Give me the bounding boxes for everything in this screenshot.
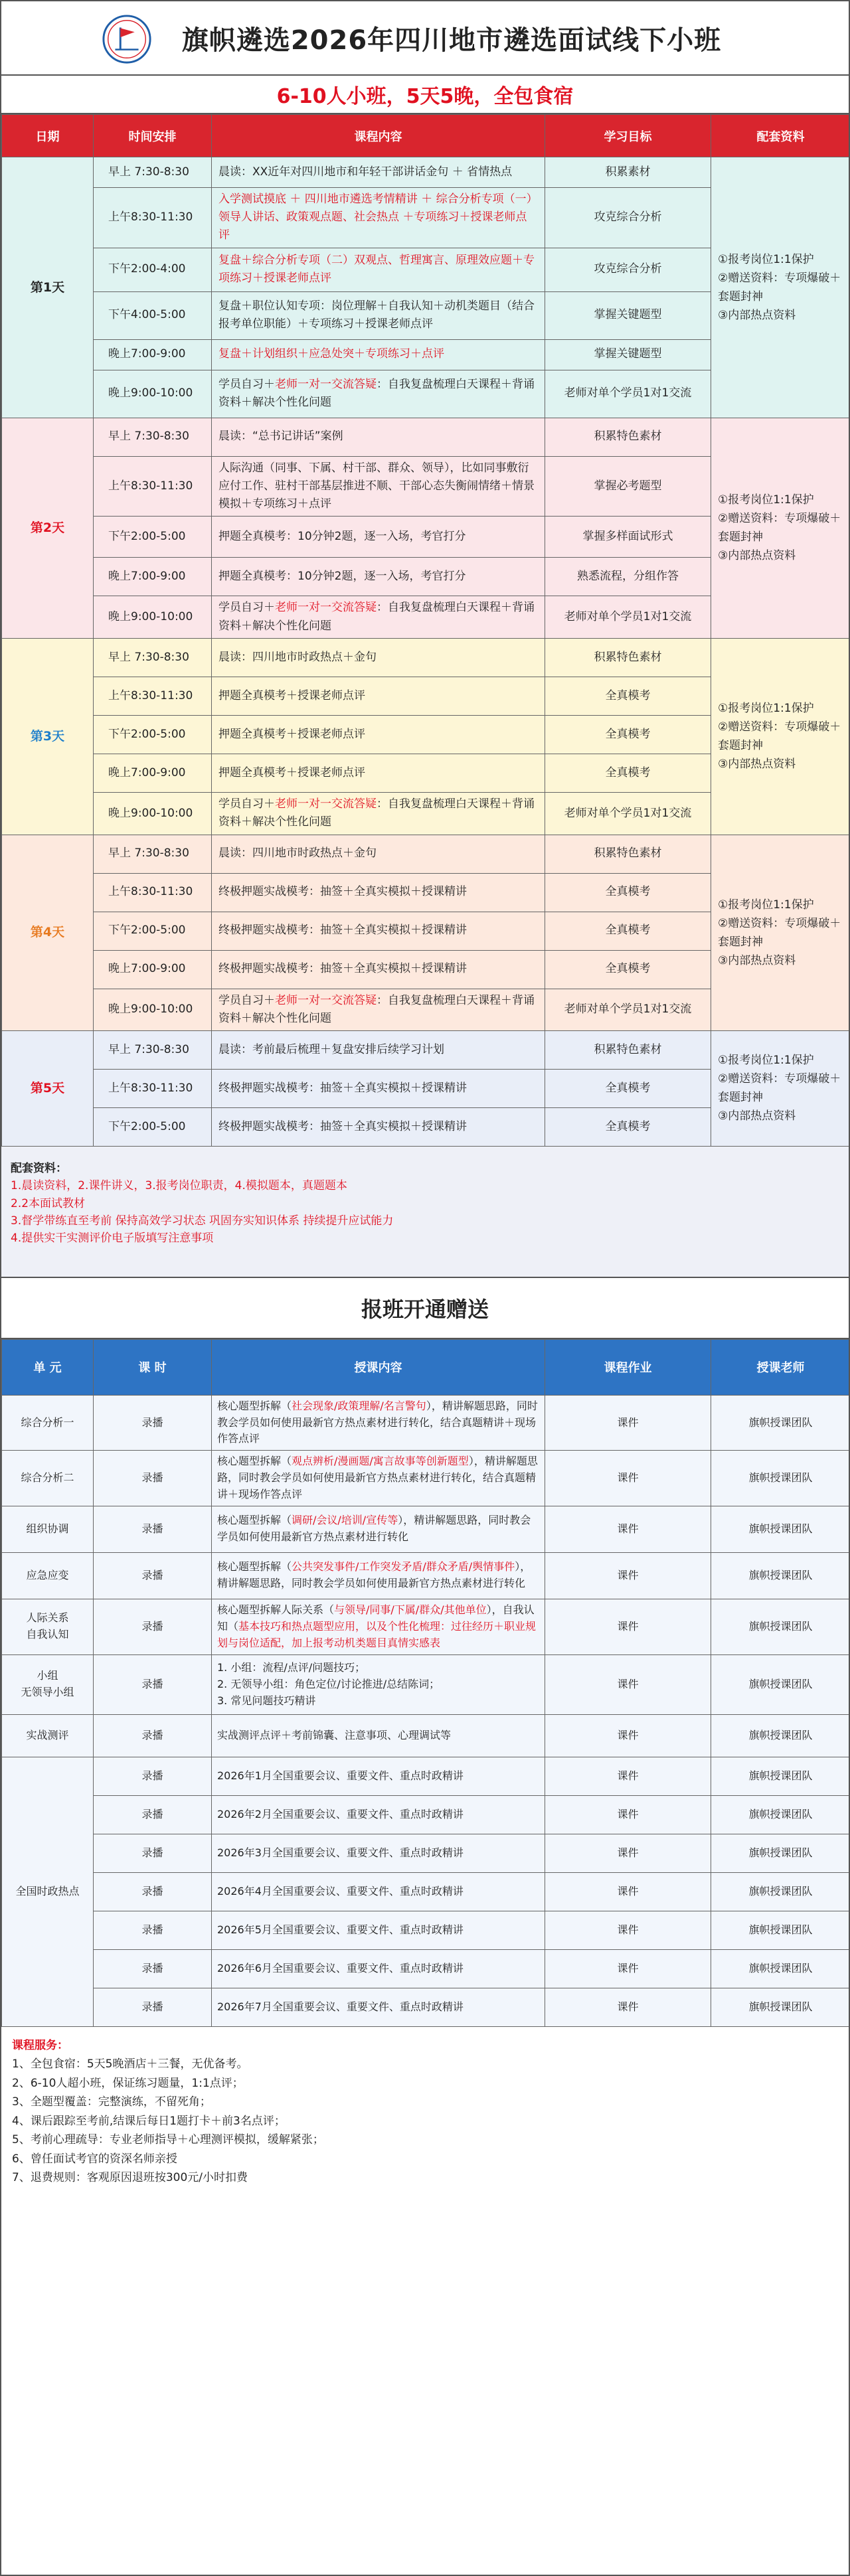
- homework: 课件: [545, 1714, 711, 1757]
- homework: 课件: [545, 1988, 711, 2026]
- time-slot: 下午2:00-5:00: [94, 912, 212, 950]
- service-heading: 课程服务：: [12, 2038, 68, 2052]
- lesson-hours: 录播: [94, 1506, 212, 1552]
- notes-line: 3.督学带练直至考前 保持高效学习状态 巩固夯实知识体系 持续提升应试能力: [11, 1214, 394, 1228]
- course-content: [212, 873, 545, 912]
- content-text: 学员自习＋: [218, 377, 275, 391]
- day-label: 第1天: [2, 157, 94, 418]
- learning-goal: 积累素材: [545, 157, 711, 188]
- learning-goal: 全真模考: [545, 950, 711, 989]
- time-slot: 上午8:30-11:30: [94, 188, 212, 248]
- content-text: ：自我复盘梳理白天课程＋背诵资料＋解决个性化问题: [218, 377, 535, 410]
- homework: 课件: [545, 1872, 711, 1911]
- content-text: 学员自习＋: [218, 601, 275, 615]
- teacher: 旗帜授课团队: [711, 1795, 850, 1834]
- unit-name: 综合分析二: [2, 1451, 94, 1506]
- content-text: 学员自习＋: [218, 797, 275, 811]
- service-line: 1、全包食宿：5天5晚酒店＋三餐，无优备考。: [12, 2057, 248, 2071]
- time-slot: 上午8:30-11:30: [94, 873, 212, 912]
- gift-row: [2, 1451, 850, 1506]
- gift-row: [2, 1795, 850, 1834]
- lesson-content: [212, 1395, 545, 1450]
- logo-emblem: [101, 13, 153, 65]
- time-slot: 晚上9:00-10:00: [94, 596, 212, 639]
- learning-goal: 熟悉流程，分组作答: [545, 558, 711, 596]
- materials-cell: [711, 1030, 850, 1146]
- time-slot: 下午2:00-5:00: [94, 1107, 212, 1146]
- content-text: 晨读：四川地市时政热点＋金句: [218, 651, 377, 665]
- col-goal: 学习目标: [545, 115, 711, 157]
- gift-section-title: 报班开通赠送: [1, 1278, 849, 1339]
- lesson-hours: 录播: [94, 1911, 212, 1949]
- teacher: 旗帜授课团队: [711, 1911, 850, 1949]
- course-content: [212, 950, 545, 989]
- unit-name: 综合分析一: [2, 1395, 94, 1450]
- content-text: 终极押题实战模考：抽签＋全真实模拟＋授课精讲: [218, 885, 467, 899]
- content-text: 押题全真模考＋授课老师点评: [218, 728, 365, 742]
- lesson-hours: 录播: [94, 1872, 212, 1911]
- learning-goal: 掌握多样面试形式: [545, 517, 711, 558]
- course-content: [212, 517, 545, 558]
- homework: 课件: [545, 1506, 711, 1552]
- teacher: 旗帜授课团队: [711, 1395, 850, 1450]
- course-content: [212, 1069, 545, 1107]
- learning-goal: 老师对单个学员1对1交流: [545, 793, 711, 835]
- course-content: [212, 639, 545, 677]
- gift-row: [2, 1599, 850, 1654]
- content-text: 核心题型拆解（: [217, 1560, 292, 1573]
- col-time: 时间安排: [94, 115, 212, 157]
- material-item: ③内部热点资料: [718, 549, 796, 563]
- course-content: [212, 1107, 545, 1146]
- time-slot: 早上 7:30-8:30: [94, 1030, 212, 1069]
- content-text: 终极押题实战模考：抽签＋全真实模拟＋授课精讲: [218, 962, 467, 976]
- highlight-text: 老师一对一交流答疑: [275, 377, 377, 391]
- content-text: 核心题型拆解（: [217, 1514, 292, 1527]
- lesson-content: 2026年3月全国重要会议、重要文件、重点时政精讲: [212, 1834, 545, 1872]
- page-subtitle: 6-10人小班，5天5晚，全包食宿: [1, 76, 849, 114]
- time-slot: 早上 7:30-8:30: [94, 157, 212, 188]
- content-text: 终极押题实战模考：抽签＋全真实模拟＋授课精讲: [218, 1081, 467, 1095]
- col-hours: 课 时: [94, 1339, 212, 1395]
- time-slot: 上午8:30-11:30: [94, 456, 212, 517]
- time-slot: 晚上9:00-10:00: [94, 370, 212, 418]
- highlight-text: 老师一对一交流答疑: [275, 993, 377, 1007]
- notes-heading: 配套资料：: [11, 1161, 67, 1175]
- gift-table: [1, 1339, 850, 2027]
- content-text: 晨读：考前最后梳理＋复盘安排后续学习计划: [218, 1042, 444, 1056]
- col-teacher: 授课老师: [711, 1339, 850, 1395]
- materials-cell: [711, 418, 850, 639]
- day-label: 第2天: [2, 418, 94, 639]
- schedule-row: [2, 418, 850, 456]
- gift-row: [2, 1654, 850, 1714]
- lesson-hours: 录播: [94, 1599, 212, 1654]
- schedule-row: [2, 1030, 850, 1069]
- lesson-content: [212, 1451, 545, 1506]
- gift-header-row: [2, 1339, 850, 1395]
- lesson-hours: 录播: [94, 1654, 212, 1714]
- service-line: 5、考前心理疏导：专业老师指导＋心理测评模拟，缓解紧张；: [12, 2133, 324, 2147]
- learning-goal: 积累特色素材: [545, 835, 711, 873]
- time-slot: 上午8:30-11:30: [94, 677, 212, 716]
- unit-name: 组织协调: [2, 1506, 94, 1552]
- content-text: 复盘＋职位认知专项：岗位理解＋自我认知＋动机类题目（结合报考单位职能）＋专项练习＋授课老师点评: [218, 299, 535, 331]
- lesson-content: [212, 1714, 545, 1757]
- learning-goal: 积累特色素材: [545, 1030, 711, 1069]
- lesson-hours: 录播: [94, 1949, 212, 1988]
- unit-name: 人际关系 自我认知: [2, 1599, 94, 1654]
- unit-name: 全国时政热点: [2, 1757, 94, 2026]
- gift-row: [2, 1872, 850, 1911]
- teacher: 旗帜授课团队: [711, 1872, 850, 1911]
- highlight-text: 复盘＋计划组织＋应急处突＋专项练习＋点评: [218, 347, 444, 361]
- gift-row: [2, 1552, 850, 1599]
- lesson-content: [212, 1654, 545, 1714]
- gift-row: [2, 1506, 850, 1552]
- lesson-hours: 录播: [94, 1451, 212, 1506]
- course-content: [212, 157, 545, 188]
- teacher: 旗帜授课团队: [711, 1757, 850, 1795]
- lesson-hours: 录播: [94, 1395, 212, 1450]
- highlight-text: 与领导/同事/下属/群众/其他单位: [334, 1603, 487, 1616]
- gift-row: [2, 1949, 850, 1988]
- homework: 课件: [545, 1599, 711, 1654]
- col-lesson: 授课内容: [212, 1339, 545, 1395]
- course-content: [212, 418, 545, 456]
- time-slot: 晚上9:00-10:00: [94, 793, 212, 835]
- learning-goal: 全真模考: [545, 754, 711, 793]
- notes-line: 2.2本面试教材: [11, 1196, 86, 1210]
- learning-goal: 老师对单个学员1对1交流: [545, 989, 711, 1030]
- homework: 课件: [545, 1395, 711, 1450]
- lesson-content: [212, 1506, 545, 1552]
- service-line: 3、全题型覆盖：完整演练，不留死角；: [12, 2095, 211, 2109]
- content-text: 押题全真模考：10分钟2题，逐一入场，考官打分: [218, 530, 466, 544]
- material-item: ①报考岗位1:1保护: [718, 1054, 814, 1068]
- course-content: [212, 989, 545, 1030]
- gift-row: [2, 1911, 850, 1949]
- homework: 课件: [545, 1949, 711, 1988]
- homework: 课件: [545, 1911, 711, 1949]
- teacher: 旗帜授课团队: [711, 1451, 850, 1506]
- time-slot: 早上 7:30-8:30: [94, 418, 212, 456]
- time-slot: 早上 7:30-8:30: [94, 835, 212, 873]
- time-slot: 下午2:00-5:00: [94, 716, 212, 754]
- homework: 课件: [545, 1451, 711, 1506]
- time-slot: 下午2:00-5:00: [94, 517, 212, 558]
- unit-name: 小组 无领导小组: [2, 1654, 94, 1714]
- homework: 课件: [545, 1834, 711, 1872]
- lesson-content: 2026年7月全国重要会议、重要文件、重点时政精讲: [212, 1988, 545, 2026]
- lesson-hours: 录播: [94, 1552, 212, 1599]
- learning-goal: 积累特色素材: [545, 639, 711, 677]
- col-unit: 单 元: [2, 1339, 94, 1395]
- col-homework: 课程作业: [545, 1339, 711, 1395]
- time-slot: 晚上7:00-9:00: [94, 950, 212, 989]
- content-text: 实战测评点评＋考前锦囊、注意事项、心理调试等: [217, 1728, 452, 1741]
- content-text: 晨读：四川地市时政热点＋金句: [218, 846, 377, 860]
- learning-goal: 全真模考: [545, 1069, 711, 1107]
- content-text: 押题全真模考＋授课老师点评: [218, 766, 365, 780]
- day-label: 第4天: [2, 835, 94, 1030]
- materials-cell: [711, 835, 850, 1030]
- lesson-hours: 录播: [94, 1834, 212, 1872]
- unit-name: 实战测评: [2, 1714, 94, 1757]
- content-text: 押题全真模考：10分钟2题，逐一入场，考官打分: [218, 570, 466, 584]
- content-text: ），精讲解题思路，同时教会学员如何使用最新官方热点素材进行转化，结合真题精讲＋现场作答点评: [217, 1455, 538, 1500]
- course-content: [212, 188, 545, 248]
- teacher: 旗帜授课团队: [711, 1834, 850, 1872]
- homework: 课件: [545, 1795, 711, 1834]
- material-item: ①报考岗位1:1保护: [718, 702, 814, 716]
- time-slot: 晚上7:00-9:00: [94, 754, 212, 793]
- highlight-text: 基本技巧和热点题型应用，以及个性化梳理：过往经历＋职业规划与岗位适配，加上报考动机类题目真情实感表: [217, 1619, 537, 1649]
- lesson-content: 2026年1月全国重要会议、重要文件、重点时政精讲: [212, 1757, 545, 1795]
- material-item: ③内部热点资料: [718, 758, 796, 771]
- service-line: 6、曾任面试考官的资深名师亲授: [12, 2152, 177, 2166]
- time-slot: 上午8:30-11:30: [94, 1069, 212, 1107]
- lesson-content: 2026年4月全国重要会议、重要文件、重点时政精讲: [212, 1872, 545, 1911]
- time-slot: 下午2:00-4:00: [94, 248, 212, 291]
- materials-cell: [711, 639, 850, 835]
- learning-goal: 掌握必考题型: [545, 456, 711, 517]
- learning-goal: 全真模考: [545, 873, 711, 912]
- title-bar: [1, 1, 849, 76]
- course-content: [212, 677, 545, 716]
- material-item: ③内部热点资料: [718, 953, 796, 967]
- lesson-content: [212, 1599, 545, 1654]
- content-text: ），精讲解题思路，同时教会学员如何使用最新官方热点素材进行转化: [217, 1560, 531, 1590]
- material-item: ①报考岗位1:1保护: [718, 898, 814, 912]
- lesson-hours: 录播: [94, 1988, 212, 2026]
- day-label: 第5天: [2, 1030, 94, 1146]
- time-slot: 下午4:00-5:00: [94, 291, 212, 339]
- time-slot: 晚上9:00-10:00: [94, 989, 212, 1030]
- learning-goal: 掌握关键题型: [545, 291, 711, 339]
- learning-goal: 全真模考: [545, 1107, 711, 1146]
- col-content: 课程内容: [212, 115, 545, 157]
- course-content: [212, 912, 545, 950]
- course-content: [212, 835, 545, 873]
- time-slot: 晚上7:00-9:00: [94, 339, 212, 370]
- notes-line: 1.晨读资料，2.课件讲义，3.报考岗位职责，4.模拟题本，真题题本: [11, 1179, 347, 1193]
- course-content: [212, 716, 545, 754]
- learning-goal: 老师对单个学员1对1交流: [545, 596, 711, 639]
- learning-goal: 全真模考: [545, 912, 711, 950]
- col-materials: 配套资料: [711, 115, 850, 157]
- content-text: ），自我认知（: [217, 1603, 535, 1633]
- content-text: 核心题型拆解人际关系（: [217, 1603, 335, 1616]
- schedule-row: [2, 835, 850, 873]
- material-item: ②赠送资料：专项爆破＋套题封神: [718, 271, 841, 303]
- learning-goal: 积累特色素材: [545, 418, 711, 456]
- learning-goal: 全真模考: [545, 716, 711, 754]
- learning-goal: 老师对单个学员1对1交流: [545, 370, 711, 418]
- teacher: 旗帜授课团队: [711, 1654, 850, 1714]
- notes-line: 4.提供实干实测评价电子版填写注意事项: [11, 1232, 214, 1246]
- content-text: 核心题型拆解（: [217, 1455, 292, 1468]
- content-text: 终极押题实战模考：抽签＋全真实模拟＋授课精讲: [218, 1119, 467, 1133]
- teacher: 旗帜授课团队: [711, 1552, 850, 1599]
- teacher: 旗帜授课团队: [711, 1949, 850, 1988]
- course-content: [212, 558, 545, 596]
- course-content: [212, 1030, 545, 1069]
- teacher: 旗帜授课团队: [711, 1988, 850, 2026]
- lesson-hours: 录播: [94, 1714, 212, 1757]
- lesson-content: [212, 1552, 545, 1599]
- course-content: [212, 248, 545, 291]
- content-text: ：自我复盘梳理白天课程＋背诵资料＋解决个性化问题: [218, 797, 535, 829]
- course-content: [212, 370, 545, 418]
- learning-goal: 攻克综合分析: [545, 188, 711, 248]
- schedule-row: [2, 157, 850, 188]
- content-text: 押题全真模考＋授课老师点评: [218, 689, 365, 703]
- content-text: 晨读：XX近年对四川地市和年轻干部讲话金句 ＋ 省情热点: [218, 165, 513, 179]
- material-item: ②赠送资料：专项爆破＋套题封神: [718, 1072, 841, 1105]
- page-title: 旗帜遴选2026年四川地市遴选面试线下小班: [181, 25, 722, 56]
- material-item: ③内部热点资料: [718, 308, 796, 322]
- highlight-text: 观点辨析/漫画题/寓言故事等创新题型: [292, 1455, 469, 1468]
- schedule-table: [1, 114, 850, 1147]
- content-text: 晨读：“总书记讲话”案例: [218, 430, 343, 443]
- homework: 课件: [545, 1552, 711, 1599]
- gift-row: [2, 1395, 850, 1450]
- highlight-text: 入学测试摸底 ＋ 四川地市遴选考情精讲 ＋ 综合分析专项（一）领导人讲话、政策观点题、社会热点 ＋专项练习＋授课老师点评: [218, 193, 538, 242]
- course-content: [212, 596, 545, 639]
- lesson-content: 2026年6月全国重要会议、重要文件、重点时政精讲: [212, 1949, 545, 1988]
- teacher: 旗帜授课团队: [711, 1599, 850, 1654]
- material-item: ①报考岗位1:1保护: [718, 493, 814, 507]
- material-item: ③内部热点资料: [718, 1109, 796, 1123]
- time-slot: 晚上7:00-9:00: [94, 558, 212, 596]
- teacher: 旗帜授课团队: [711, 1506, 850, 1552]
- time-slot: 早上 7:30-8:30: [94, 639, 212, 677]
- content-text: 学员自习＋: [218, 993, 275, 1007]
- col-date: 日期: [2, 115, 94, 157]
- course-service: [1, 2027, 849, 2197]
- lesson-hours: 录播: [94, 1757, 212, 1795]
- lesson-content: 2026年2月全国重要会议、重要文件、重点时政精讲: [212, 1795, 545, 1834]
- course-content: [212, 793, 545, 835]
- lesson-content: 2026年5月全国重要会议、重要文件、重点时政精讲: [212, 1911, 545, 1949]
- materials-notes: [1, 1147, 849, 1278]
- content-text: 核心题型拆解（: [217, 1399, 292, 1412]
- content-text: 1. 小组：流程/点评/问题技巧； 2. 无领导小组：角色定位/讨论推进/总结陈词； 3. 常见问题技巧精讲: [217, 1660, 440, 1707]
- content-text: 终极押题实战模考：抽签＋全真实模拟＋授课精讲: [218, 924, 467, 937]
- gift-row: [2, 1834, 850, 1872]
- course-content: [212, 339, 545, 370]
- highlight-text: 社会现象/政策理解/名言警句: [292, 1399, 426, 1412]
- material-item: ②赠送资料：专项爆破＋套题封神: [718, 916, 841, 949]
- content-text: ），精讲解题思路，同时教会学员如何使用最新官方热点素材进行转化，结合真题精讲＋现场作答点评: [217, 1399, 538, 1445]
- homework: 课件: [545, 1757, 711, 1795]
- content-text: 人际沟通（同事、下属、村干部、群众、领导），比如同事敷衍应付工作、驻村干部基层推进不顺、干部心态失衡闹情绪＋情景模拟＋专项练习＋点评: [218, 461, 535, 511]
- learning-goal: 全真模考: [545, 677, 711, 716]
- day-label: 第3天: [2, 639, 94, 835]
- gift-row: [2, 1988, 850, 2026]
- course-content: [212, 456, 545, 517]
- learning-goal: 攻克综合分析: [545, 248, 711, 291]
- course-content: [212, 291, 545, 339]
- schedule-header-row: [2, 115, 850, 157]
- material-item: ①报考岗位1:1保护: [718, 252, 814, 266]
- highlight-text: 老师一对一交流答疑: [275, 601, 377, 615]
- teacher: 旗帜授课团队: [711, 1714, 850, 1757]
- gift-row: [2, 1714, 850, 1757]
- material-item: ②赠送资料：专项爆破＋套题封神: [718, 512, 841, 544]
- course-content: [212, 754, 545, 793]
- highlight-text: 公共突发事件/工作突发矛盾/群众矛盾/舆情事件: [292, 1560, 515, 1573]
- highlight-text: 复盘＋综合分析专项（二）双观点、哲理寓言、原理效应题＋专项练习＋授课老师点评: [218, 253, 535, 285]
- schedule-row: [2, 639, 850, 677]
- gift-row: [2, 1757, 850, 1795]
- unit-name: 应急应变: [2, 1552, 94, 1599]
- service-line: 4、课后跟踪至考前,结课后每日1题打卡＋前3名点评；: [12, 2114, 286, 2128]
- material-item: ②赠送资料：专项爆破＋套题封神: [718, 720, 841, 753]
- content-text: ），精讲解题思路，同时教会学员如何使用最新官方热点素材进行转化: [217, 1514, 531, 1544]
- content-text: ：自我复盘梳理白天课程＋背诵资料＋解决个性化问题: [218, 601, 535, 633]
- service-line: 2、6-10人超小班，保证练习题量，1:1点评；: [12, 2076, 244, 2090]
- learning-goal: 掌握关键题型: [545, 339, 711, 370]
- homework: 课件: [545, 1654, 711, 1714]
- content-text: ：自我复盘梳理白天课程＋背诵资料＋解决个性化问题: [218, 993, 535, 1025]
- highlight-text: 调研/会议/培训/宣传等: [292, 1514, 398, 1527]
- service-line: 7、退费规则：客观原因退班按300元/小时扣费: [12, 2171, 248, 2185]
- lesson-hours: 录播: [94, 1795, 212, 1834]
- highlight-text: 老师一对一交流答疑: [275, 797, 377, 811]
- materials-cell: [711, 157, 850, 418]
